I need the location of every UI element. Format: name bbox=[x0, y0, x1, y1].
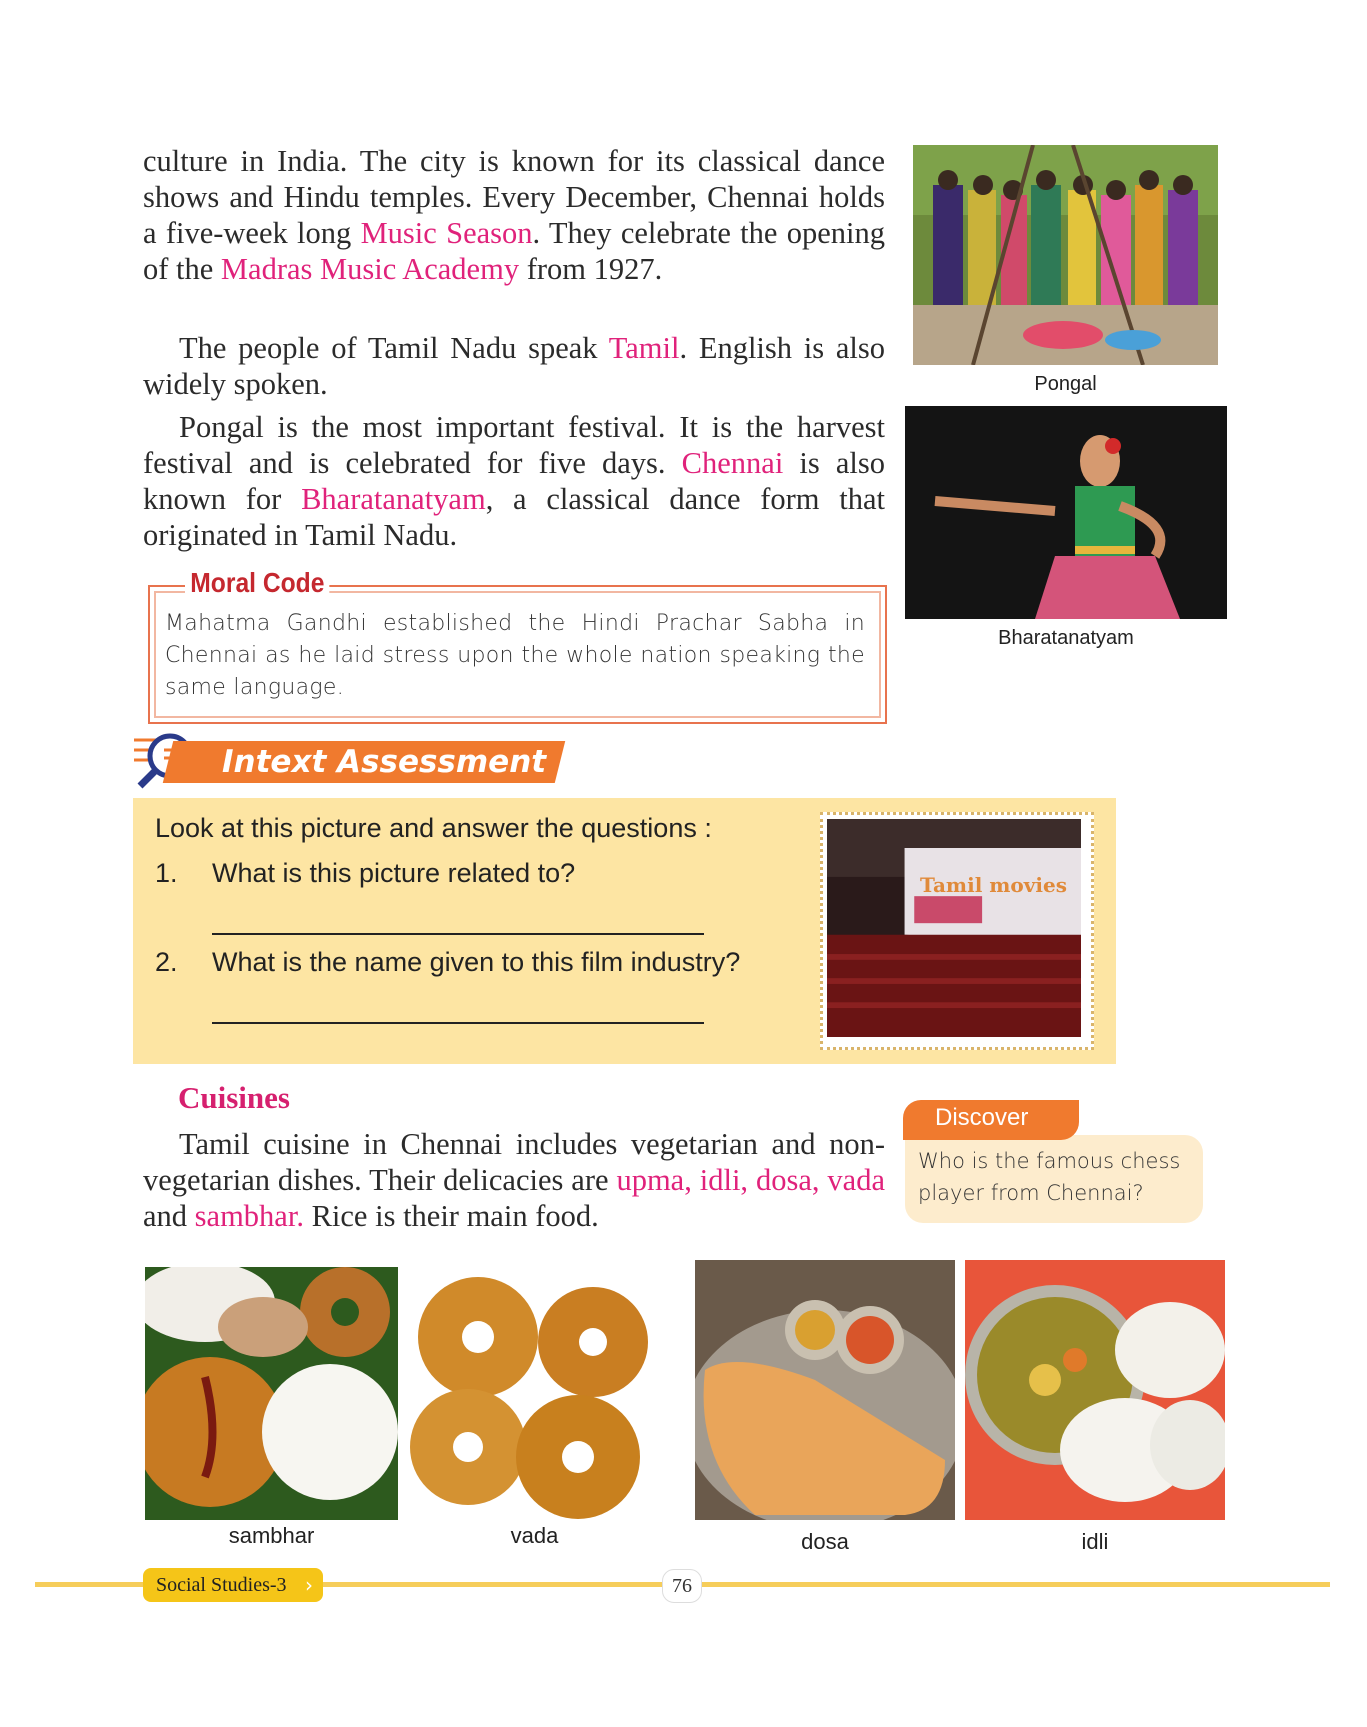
cinema-photo bbox=[820, 812, 1094, 1050]
cuisines-paragraph: Tamil cuisine in Chennai includes vegetarian and non-vegetarian dishes. Their delicacies are upma, idli, dosa, vada and sambhar. Rice is their main food. bbox=[143, 1127, 885, 1233]
idli-caption: idli bbox=[1081, 1529, 1109, 1554]
assessment-instruction: Look at this picture and answer the questions : bbox=[155, 813, 712, 843]
moral-code-title: Moral Code bbox=[185, 567, 330, 599]
chevron-right-icon: › bbox=[305, 1573, 313, 1597]
answer-line-1[interactable] bbox=[212, 933, 704, 935]
intext-assessment-title: Intext Assessment bbox=[222, 744, 547, 780]
pongal-photo bbox=[913, 145, 1218, 365]
dosa-caption: dosa bbox=[801, 1529, 849, 1554]
bharatanatyam-photo bbox=[905, 406, 1227, 619]
question-2-text: What is the name given to this film industry? bbox=[212, 947, 741, 977]
music-season-term: Music Season bbox=[360, 216, 533, 250]
bharatanatyam-term: Bharatanatyam bbox=[301, 482, 486, 516]
vada-caption: vada bbox=[510, 1523, 559, 1548]
answer-line-2[interactable] bbox=[212, 1022, 704, 1024]
cuisines-heading: Cuisines bbox=[178, 1080, 290, 1115]
madras-music-academy-term: Madras Music Academy bbox=[220, 252, 520, 286]
moral-code-text: Mahatma Gandhi established the Hindi Prachar Sabha in Chennai as he laid stress upon the whole nation speaking the same language. bbox=[165, 611, 865, 700]
bharatanatyam-caption: Bharatanatyam bbox=[998, 627, 1134, 649]
page-number: 76 bbox=[662, 1569, 702, 1603]
discover-question: Who is the famous chess player from Chennai? bbox=[918, 1149, 1181, 1205]
question-1-number: 1. bbox=[155, 858, 178, 888]
sambhar-caption: sambhar bbox=[228, 1523, 315, 1548]
idli-photo bbox=[965, 1260, 1225, 1520]
intro-paragraph: culture in India. The city is known for its classical dance shows and Hindu temples. Every December, Chennai holds a five-week long Music Season. They celebrate the opening of the Madras Music Academy from 1927. bbox=[143, 144, 885, 286]
sambhar-term: sambhar. bbox=[194, 1199, 304, 1233]
question-1-text: What is this picture related to? bbox=[212, 858, 576, 888]
festival-paragraph: Pongal is the most important festival. It is the harvest festival and is celebrated for five days. Chennai is also known for Bharatanatyam, a classical dance form that originated in Tamil Nadu. bbox=[143, 410, 885, 552]
cinema-screen-text: Tamil movies bbox=[920, 873, 1067, 897]
tamil-term: Tamil bbox=[608, 331, 680, 365]
footer-book-title: Social Studies-3 bbox=[156, 1574, 287, 1596]
chennai-term: Chennai bbox=[681, 446, 784, 480]
pongal-caption: Pongal bbox=[1034, 373, 1097, 395]
discover-label: Discover bbox=[935, 1104, 1029, 1131]
question-2-number: 2. bbox=[155, 947, 178, 977]
vada-photo bbox=[408, 1267, 661, 1520]
dosa-photo bbox=[695, 1260, 955, 1520]
language-paragraph: The people of Tamil Nadu speak Tamil. English is also widely spoken. bbox=[143, 331, 885, 401]
dishes-term: upma, idli, dosa, vada bbox=[616, 1163, 885, 1197]
sambhar-photo bbox=[145, 1267, 398, 1520]
